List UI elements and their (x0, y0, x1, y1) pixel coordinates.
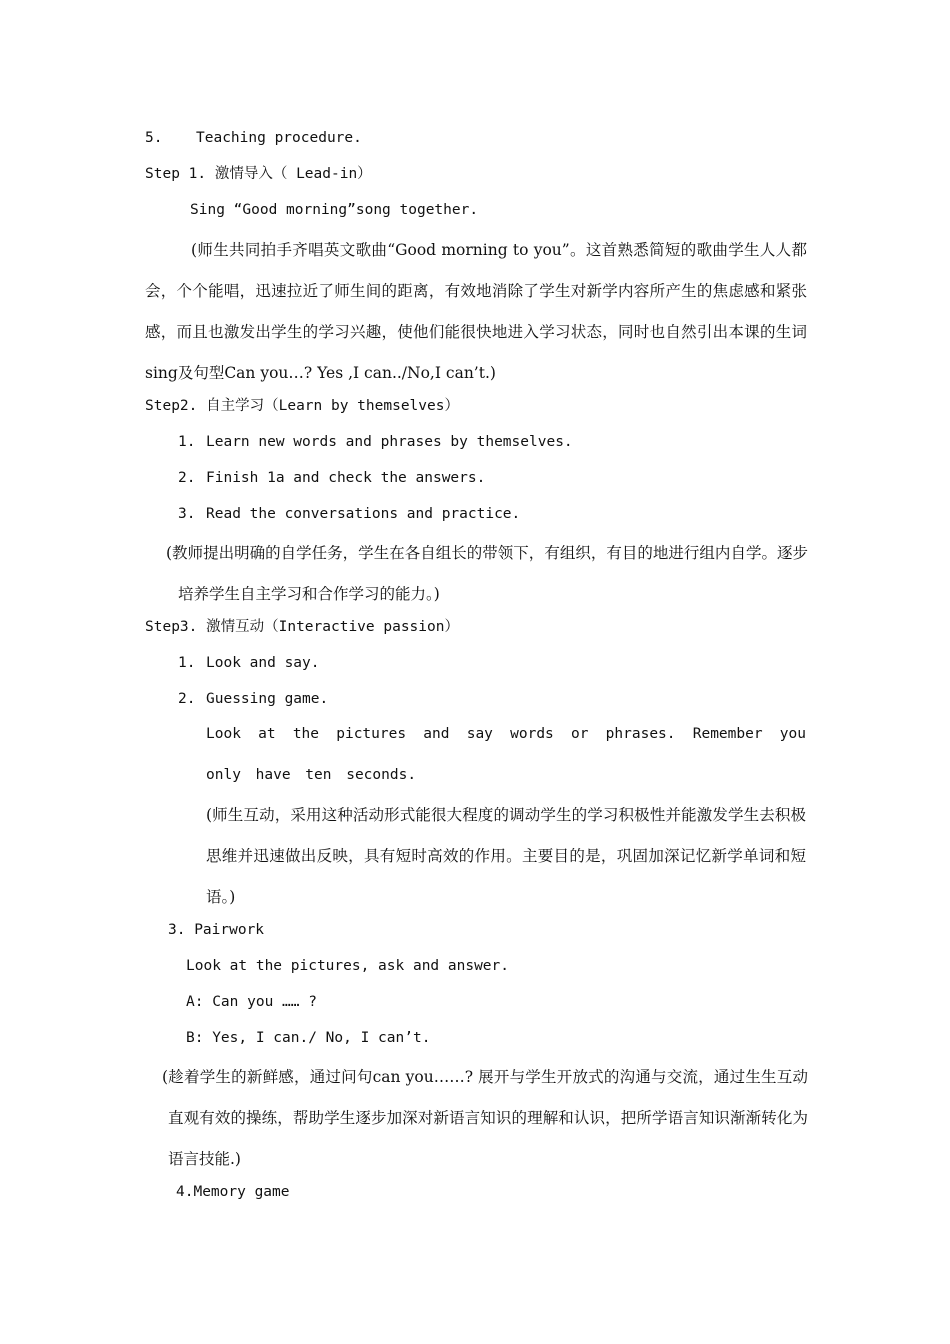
step2-heading: Step2. 自主学习（Learn by themselves） (145, 398, 459, 414)
step3-heading: Step3. 激情互动（Interactive passion） (145, 619, 459, 635)
step3-item-1-number: 1. (178, 655, 196, 671)
step2-item-1-text: Learn new words and phrases by themselves. (206, 434, 573, 450)
step1-heading: Step 1. 激情导入（ Lead-in） (145, 166, 372, 182)
section-number: 5. (145, 130, 163, 146)
step1-activity: Sing “Good morning”song together. (190, 202, 479, 218)
step3-item-3-label: 3. Pairwork (168, 922, 265, 938)
step2-note: (教师提出明确的自学任务，学生在各自组长的带领下，有组织，有目的地进行组内自学。逐步培养学生自主学习和合作学习的能力。) (166, 544, 808, 603)
step2-item-2-text: Finish 1a and check the answers. (206, 470, 486, 486)
dialog-line-b: B: Yes, I can./ No, I can’t. (186, 1030, 431, 1046)
step2-item-3-text: Read the conversations and practice. (206, 506, 521, 522)
step3-item-4-label: 4.Memory game (176, 1184, 290, 1200)
step2-item-1-number: 1. (178, 434, 196, 450)
step3-item-3-note: (趁着学生的新鲜感，通过问句can you……? 展开与学生开放式的沟通与交流，通过生生互动直观有效的操练，帮助学生逐步加深对新语言知识的理解和认识，把所学语言知识渐渐转化为语言技能.) (162, 1068, 808, 1168)
step3-item-2-text: Guessing game. (206, 691, 329, 707)
step3-item-2-note: (师生互动，采用这种活动形式能很大程度的调动学生的学习积极性并能激发学生去积极思维并迅速做出反映，具有短时高效的作用。主要目的是，巩固加深记忆新学单词和短语。) (206, 806, 806, 906)
section-title: Teaching procedure. (196, 130, 362, 146)
dialog-line-a: A: Can you …… ? (186, 994, 317, 1010)
step2-item-3-number: 3. (178, 506, 196, 522)
step3-item-3-detail: Look at the pictures, ask and answer. (186, 958, 510, 974)
step3-item-1-text: Look and say. (206, 655, 320, 671)
step2-item-2-number: 2. (178, 470, 196, 486)
step3-item-2-detail: Look at the pictures and say words or phrases. Remember you only have ten seconds. (206, 726, 806, 783)
step3-item-2-number: 2. (178, 691, 196, 707)
step1-note: (师生共同拍手齐唱英文歌曲“Good morning to you”。这首熟悉简短的歌曲学生人人都会，个个能唱，迅速拉近了师生间的距离，有效地消除了学生对新学内容所产生的焦虑感和紧张感，而且也激发出学生的学习兴趣，使他们能很快地进入学习状态，同时也自然引出本课的生词sing及句型Can you…? Yes ,I can../No,I can’t.) (145, 241, 807, 382)
